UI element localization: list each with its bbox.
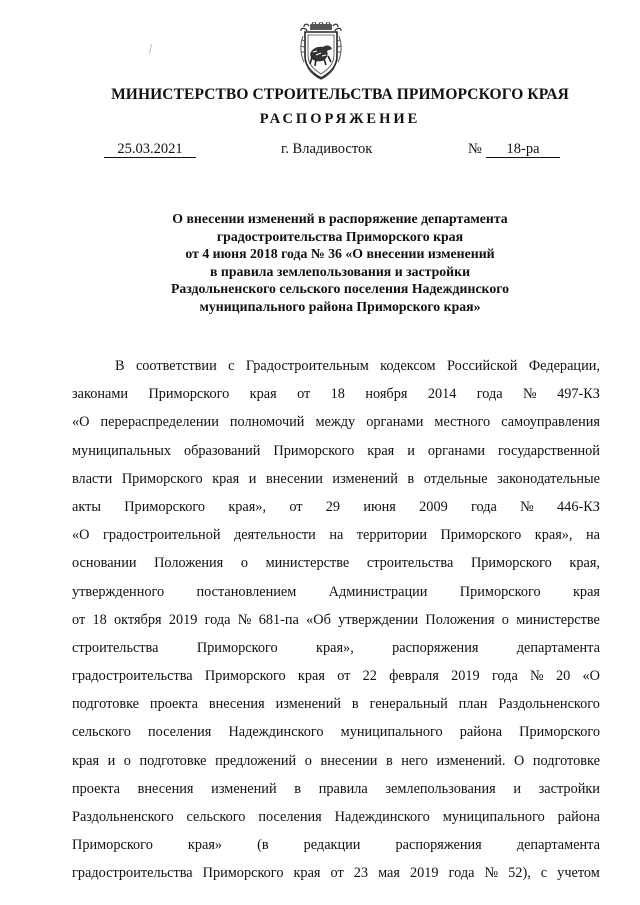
body-word: изменений [332, 470, 398, 487]
body-word: и [248, 470, 257, 487]
body-word: застройки [538, 780, 600, 797]
title-line: Раздольненского сельского поселения Надеждинского [170, 281, 510, 296]
body-word: от [289, 498, 303, 515]
body-word: Администрации [328, 583, 428, 600]
body-line [72, 578, 600, 606]
body-word: о [123, 752, 131, 769]
body-word: «Об [306, 611, 331, 628]
body-word: власти [72, 470, 113, 487]
body-word: соответствии [135, 358, 217, 374]
body-word: 2014 [427, 386, 457, 403]
body-word: утвержденного [72, 583, 165, 600]
body-word: образований [183, 442, 261, 459]
body-line [72, 662, 600, 690]
body-word: края, [569, 555, 600, 572]
body-word: края», [534, 527, 573, 544]
body-word: Приморского [148, 386, 230, 403]
body-word: 2019 [451, 668, 480, 685]
body-word: края [212, 470, 240, 487]
body-word: проекта [149, 696, 198, 713]
body-word: на [329, 527, 344, 544]
body-word: перераспределении [100, 414, 219, 431]
body-word: строительства [72, 639, 159, 656]
body-line [72, 859, 600, 887]
body-word: органами [427, 442, 486, 459]
body-word: № [237, 611, 252, 628]
body-word: мая [378, 865, 400, 882]
body-word: учетом [557, 865, 600, 882]
body-word: деятельности [233, 527, 316, 544]
body-word: 22 [362, 668, 377, 685]
body-word: подготовке [532, 752, 600, 769]
body-word: подготовке [139, 752, 207, 769]
body-word: 497-КЗ [557, 386, 600, 403]
body-paragraph [72, 352, 600, 888]
body-word: в [294, 780, 302, 797]
body-line [72, 718, 600, 746]
body-word: территории [356, 527, 427, 544]
body-word: года [470, 498, 497, 515]
body-word: 29 [325, 498, 341, 515]
body-word: 23 [353, 865, 369, 882]
body-word: № [520, 498, 534, 515]
body-word: края [249, 386, 277, 403]
body-word: края», [228, 498, 267, 515]
body-word: сельского [186, 809, 246, 825]
body-line [72, 352, 600, 380]
body-word: Положения [154, 555, 224, 572]
body-word: акты [72, 498, 101, 515]
title-line: градостроительства Приморского края [216, 228, 464, 244]
body-word: «О [72, 527, 90, 544]
body-word: района [459, 724, 503, 741]
body-word: Приморского [519, 724, 600, 741]
body-word: с [228, 358, 235, 374]
body-word: края [72, 752, 100, 769]
body-word: кодексом [380, 358, 436, 374]
body-word: Надеждинского [334, 809, 430, 825]
body-word: Приморского [204, 668, 286, 685]
body-word: министерстве [516, 611, 600, 628]
body-word: Приморского [72, 837, 153, 854]
body-line [72, 549, 600, 577]
body-word: поселения [147, 724, 212, 741]
body-word: между [315, 414, 356, 431]
body-word: государственной [498, 442, 600, 459]
body-word: внесения [137, 780, 194, 797]
body-word: изменений. [436, 752, 506, 769]
body-line [72, 831, 600, 859]
body-word: Раздольненского [498, 696, 600, 713]
body-line [72, 775, 600, 803]
body-word: департамента [516, 639, 600, 656]
body-word: края [293, 865, 321, 882]
body-word: 2019 [168, 611, 198, 628]
body-word: отдельные [423, 470, 488, 487]
body-word: муниципальных [72, 442, 171, 459]
body-word: подготовке [72, 696, 140, 713]
body-word: В [115, 358, 125, 374]
document-type: РАСПОРЯЖЕНИЕ [259, 111, 421, 127]
body-word: распоряжения [395, 837, 482, 854]
body-word: ноября [365, 386, 408, 403]
body-word: самоуправления [501, 414, 600, 431]
body-word: 446-КЗ [557, 498, 600, 515]
body-line [72, 634, 600, 662]
document-date: 25.03.2021 [104, 141, 196, 158]
body-word: план [458, 696, 488, 713]
body-word: градостроительства [72, 668, 193, 685]
body-word: органами [366, 414, 424, 431]
body-word: изменений [211, 780, 277, 797]
title-line: в правила землепользования и застройки [209, 263, 471, 279]
body-word: Российской [447, 358, 518, 374]
body-word: № [530, 668, 544, 685]
body-word: Приморского [459, 583, 541, 600]
body-word: от [297, 386, 311, 403]
body-word: с [540, 865, 548, 882]
body-word: февраля [389, 668, 439, 685]
body-word: постановлением [196, 583, 297, 600]
body-word: в [351, 696, 359, 713]
body-word: проекта [72, 780, 120, 797]
body-word: законодательные [497, 470, 600, 487]
body-word: градостроительства [72, 865, 193, 882]
title-line: муниципального района Приморского края» [199, 298, 481, 314]
body-word: Приморского [440, 527, 522, 544]
document-city: г. Владивосток [281, 141, 373, 157]
body-word: края», [316, 639, 354, 656]
body-word: предложений [215, 752, 297, 769]
body-line [72, 803, 600, 831]
body-word: от [72, 611, 86, 628]
body-word: года [476, 386, 503, 403]
body-word: № [484, 865, 499, 882]
body-word: 20 [555, 668, 571, 685]
body-line [72, 408, 600, 436]
body-word: внесения [208, 696, 265, 713]
body-word: в [407, 470, 415, 487]
body-word: 2019 [409, 865, 439, 882]
body-word: полномочий [229, 414, 305, 431]
body-word: министерстве [265, 555, 350, 572]
body-word: изменений [275, 696, 342, 713]
body-word: на [585, 527, 600, 544]
title-line: О внесении изменений в распоряжение департамента [172, 211, 508, 226]
body-line [72, 690, 600, 718]
document-title [80, 210, 600, 315]
body-word: законами [72, 386, 129, 403]
body-word: муниципального [340, 724, 443, 741]
body-word: 18 [330, 386, 345, 403]
body-word: внесении [265, 470, 323, 487]
body-word: о [501, 611, 509, 628]
body-word: «О [582, 668, 600, 685]
body-word: правила [318, 780, 368, 797]
body-word: Приморского [124, 498, 206, 515]
body-word: 52), [508, 865, 531, 882]
body-word: распоряжения [392, 639, 479, 656]
body-word: Положения [425, 611, 495, 628]
body-word: о [304, 752, 312, 769]
body-word: года [448, 865, 475, 882]
body-word: департамента [516, 837, 600, 854]
body-line [72, 380, 600, 408]
body-word: Приморского [202, 865, 284, 882]
body-word: 2009 [419, 498, 448, 515]
body-line [72, 437, 600, 465]
body-word: утверждении [338, 611, 419, 628]
body-word: октября [114, 611, 162, 628]
body-word: землепользования [385, 780, 496, 797]
body-word: края» [187, 837, 223, 854]
body-word: местного [434, 414, 491, 431]
body-word: Приморского [196, 639, 278, 656]
body-line [72, 465, 600, 493]
body-word: от [337, 668, 351, 685]
body-word: Приморского [121, 470, 203, 487]
body-word: в [385, 752, 393, 769]
number-sign: № [468, 141, 482, 157]
body-word: июня [363, 498, 396, 515]
body-word: края [367, 442, 395, 459]
body-word: о [240, 555, 248, 572]
document-number: 18-ра [486, 141, 560, 158]
body-word: 18 [92, 611, 107, 628]
body-word: Приморского [470, 555, 552, 572]
body-word: строительства [366, 555, 454, 572]
body-word: года [491, 668, 518, 685]
body-word: № [523, 386, 537, 403]
body-word: Раздольненского [72, 809, 174, 825]
body-line [72, 747, 600, 775]
body-word: муниципального [442, 809, 545, 825]
body-word: (в [257, 837, 269, 854]
body-word: Федерации, [528, 358, 600, 374]
coat-of-arms-icon [298, 22, 344, 80]
body-line [72, 493, 600, 521]
body-word: сельского [72, 724, 131, 741]
body-word: «О [72, 414, 90, 431]
body-word: Надеждинского [228, 724, 324, 741]
body-word: Приморского [273, 442, 355, 459]
body-word: 681-па [258, 611, 299, 628]
body-word: редакции [303, 837, 361, 854]
ministry-name: МИНИСТЕРСТВО СТРОИТЕЛЬСТВА ПРИМОРСКОГО КРАЯ [111, 86, 569, 103]
body-word: и [513, 780, 521, 797]
body-word: от [330, 865, 344, 882]
body-word: основании [72, 555, 137, 572]
body-word: внесении [320, 752, 378, 769]
body-word: генеральный [369, 696, 448, 713]
body-word: и [407, 442, 415, 459]
body-word: края [572, 583, 600, 600]
body-line [72, 521, 600, 549]
body-word: поселения [258, 809, 322, 825]
body-word: О [514, 752, 525, 769]
body-word: и [107, 752, 116, 769]
body-word: района [557, 809, 600, 825]
body-word: градостроительной [102, 527, 221, 544]
title-line: от 4 июня 2018 года № 36 «О внесении изменений [185, 246, 495, 261]
scan-mark [149, 44, 152, 54]
body-line [72, 606, 600, 634]
body-word: края [297, 668, 325, 685]
body-word: Градостроительным [245, 358, 369, 374]
body-word: него [401, 752, 428, 769]
body-word: года [204, 611, 231, 628]
